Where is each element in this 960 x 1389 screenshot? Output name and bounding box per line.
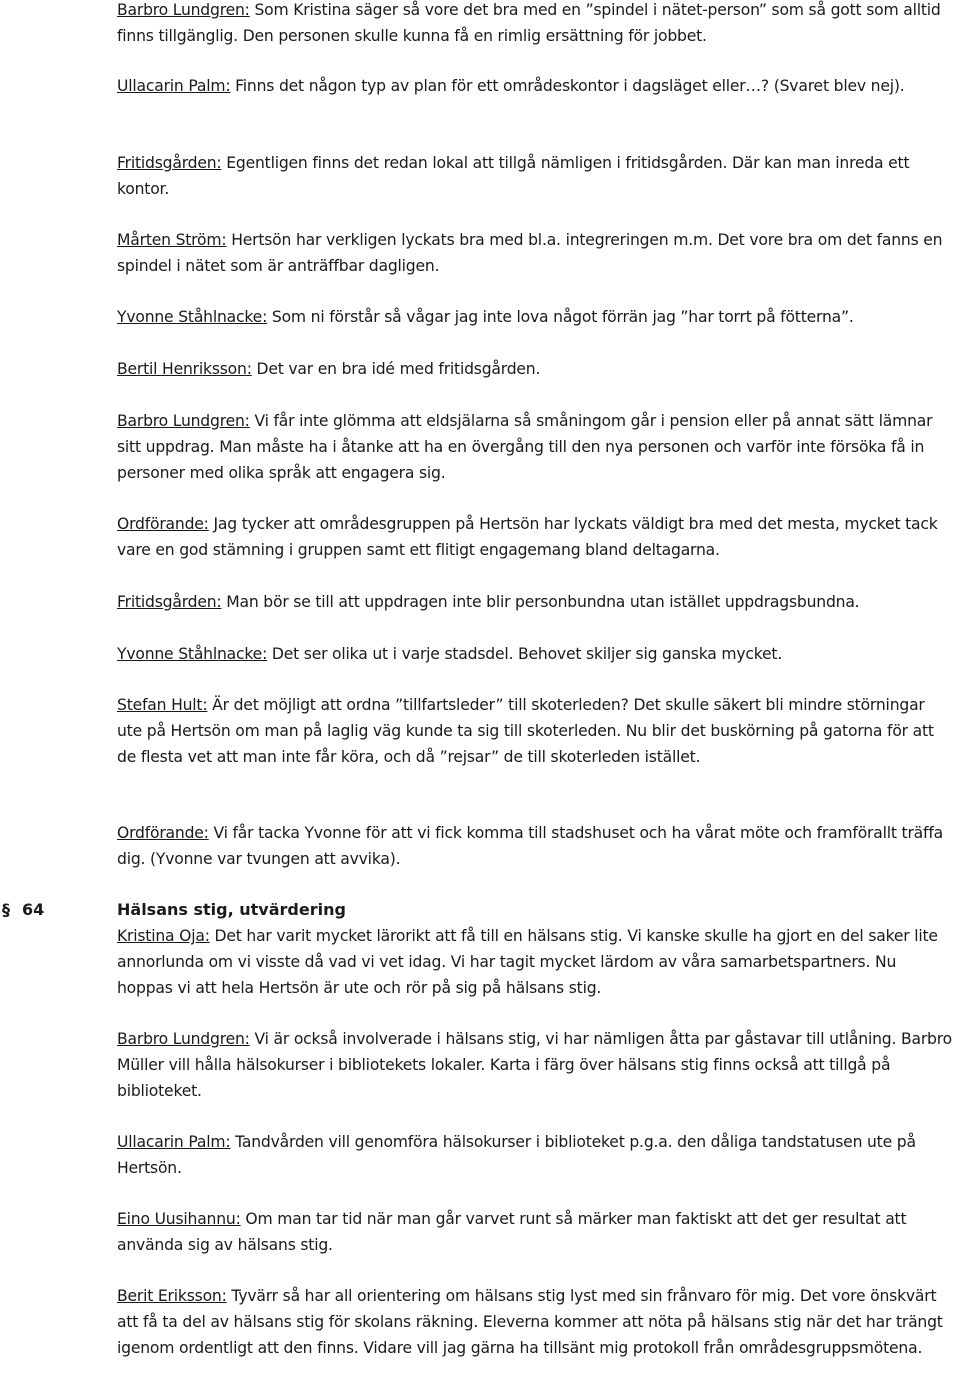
paragraph-text: Är det möjligt att ordna ”tillfartsleder” till skoterleden? Det skulle säkert bli mindre störningar ute på Hertsön om man på laglig väg kunde ta sig till skoterleden. Nu blir det buskörning på gatorna för att de flesta vet att man inte får köra, och då ”rejsar” de till skoterleden istället. <box>117 696 934 766</box>
paragraph-text: Vi får inte glömma att eldsjälarna så småningom går i pension eller på annat sätt lämnar sitt uppdrag. Man måste ha i åtanke att ha en övergång till den nya personen och varför inte försöka få in personer med olika språk att engagera sig. <box>117 412 933 482</box>
paragraph-text: Man bör se till att uppdragen inte blir personbundna utan istället uppdragsbundna. <box>221 593 860 611</box>
paragraph <box>117 590 952 616</box>
speaker-name: Yvonne Ståhlnacke: <box>117 308 268 326</box>
paragraph <box>117 512 952 564</box>
paragraph <box>117 228 952 280</box>
paragraph-text: Jag tycker att områdesgruppen på Hertsön har lyckats väldigt bra med det mesta, mycket tack vare en god stämning i gruppen samt ett flitigt engagemang bland deltagarna. <box>117 515 938 559</box>
paragraph-text: Tyvärr så har all orientering om hälsans stig lyst med sin frånvaro för mig. Det vore önskvärt att få ta del av hälsans stig för skolans räkning. Eleverna kommer att nöta på hälsans stig när det har trängt igenom ordentligt att den finns. Vidare vill jag gärna ha tillsänt mig protokoll från områdesgruppsmötena. <box>117 1287 943 1357</box>
speaker-name: Yvonne Ståhlnacke: <box>117 645 268 663</box>
paragraph <box>117 409 952 486</box>
paragraph <box>117 0 952 50</box>
paragraph-text: Finns det någon typ av plan för ett områdeskontor i dagsläget eller…? (Svaret blev nej). <box>230 77 905 95</box>
speaker-name: Bertil Henriksson: <box>117 360 252 378</box>
paragraph <box>117 305 952 331</box>
speaker-name: Fritidsgården: <box>117 593 222 611</box>
speaker-name: Ordförande: <box>117 515 209 533</box>
speaker-name: Ordförande: <box>117 824 209 842</box>
speaker-name: Fritidsgården: <box>117 154 222 172</box>
section-number: 64 <box>22 900 45 919</box>
speaker-name: Kristina Oja: <box>117 927 210 945</box>
paragraph <box>117 151 952 203</box>
paragraph <box>117 357 952 383</box>
section-title: Hälsans stig, utvärdering <box>117 900 346 919</box>
paragraph <box>117 1284 952 1361</box>
speaker-name: Eino Uusihannu: <box>117 1210 241 1228</box>
speaker-name: Barbro Lundgren: <box>117 1030 250 1048</box>
paragraph <box>117 1027 952 1104</box>
paragraph-text: Egentligen finns det redan lokal att tillgå nämligen i fritidsgården. Där kan man inreda ett kontor. <box>117 154 910 198</box>
paragraph <box>117 1207 952 1259</box>
paragraph <box>117 924 952 1001</box>
paragraph-text: Vi är också involverade i hälsans stig, vi har nämligen åtta par gåstavar till utlåning. Barbro Müller vill hålla hälsokurser i bibliotekets lokaler. Karta i färg över hälsans stig finns också att tillgå på biblioteket. <box>117 1030 952 1100</box>
paragraph-text: Det var en bra idé med fritidsgården. <box>251 360 541 378</box>
speaker-name: Barbro Lundgren: <box>117 1 250 19</box>
paragraph-text: Som Kristina säger så vore det bra med en ”spindel i nätet-person” som så gott som alltid finns tillgänglig. Den personen skulle kunna få en rimlig ersättning för jobbet. <box>117 1 941 45</box>
paragraph <box>117 74 952 100</box>
paragraph <box>117 821 952 873</box>
speaker-name: Barbro Lundgren: <box>117 412 250 430</box>
paragraph-text: Det ser olika ut i varje stadsdel. Behovet skiljer sig ganska mycket. <box>267 645 783 663</box>
paragraph <box>117 693 952 770</box>
speaker-name: Berit Eriksson: <box>117 1287 227 1305</box>
speaker-name: Mårten Ström: <box>117 231 227 249</box>
paragraph <box>117 642 952 668</box>
paragraph-text: Som ni förstår så vågar jag inte lova något förrän jag ”har torrt på fötterna”. <box>267 308 854 326</box>
paragraph-text: Om man tar tid när man går varvet runt så märker man faktiskt att det ger resultat att använda sig av hälsans stig. <box>117 1210 907 1254</box>
paragraph-text: Vi får tacka Yvonne för att vi fick komma till stadshuset och ha vårat möte och framförallt träffa dig. (Yvonne var tvungen att avvika). <box>117 824 943 868</box>
paragraph <box>117 1130 952 1182</box>
paragraph-text: Det har varit mycket lärorikt att få till en hälsans stig. Vi kanske skulle ha gjort en del saker lite annorlunda om vi visste då vad vi vet idag. Vi har tagit mycket lärdom av våra samarbetspartners. Nu hoppas vi att hela Hertsön är ute och rör på sig på hälsans stig. <box>117 927 938 997</box>
speaker-name: Ullacarin Palm: <box>117 77 231 95</box>
section-mark: § <box>2 900 10 919</box>
speaker-name: Stefan Hult: <box>117 696 208 714</box>
paragraph-text: Hertsön har verkligen lyckats bra med bl.a. integreringen m.m. Det vore bra om det fanns en spindel i nätet som är anträffbar dagligen. <box>117 231 943 275</box>
speaker-name: Ullacarin Palm: <box>117 1133 231 1151</box>
paragraph-text: Tandvården vill genomföra hälsokurser i biblioteket p.g.a. den dåliga tandstatusen ute på Hertsön. <box>117 1133 916 1177</box>
